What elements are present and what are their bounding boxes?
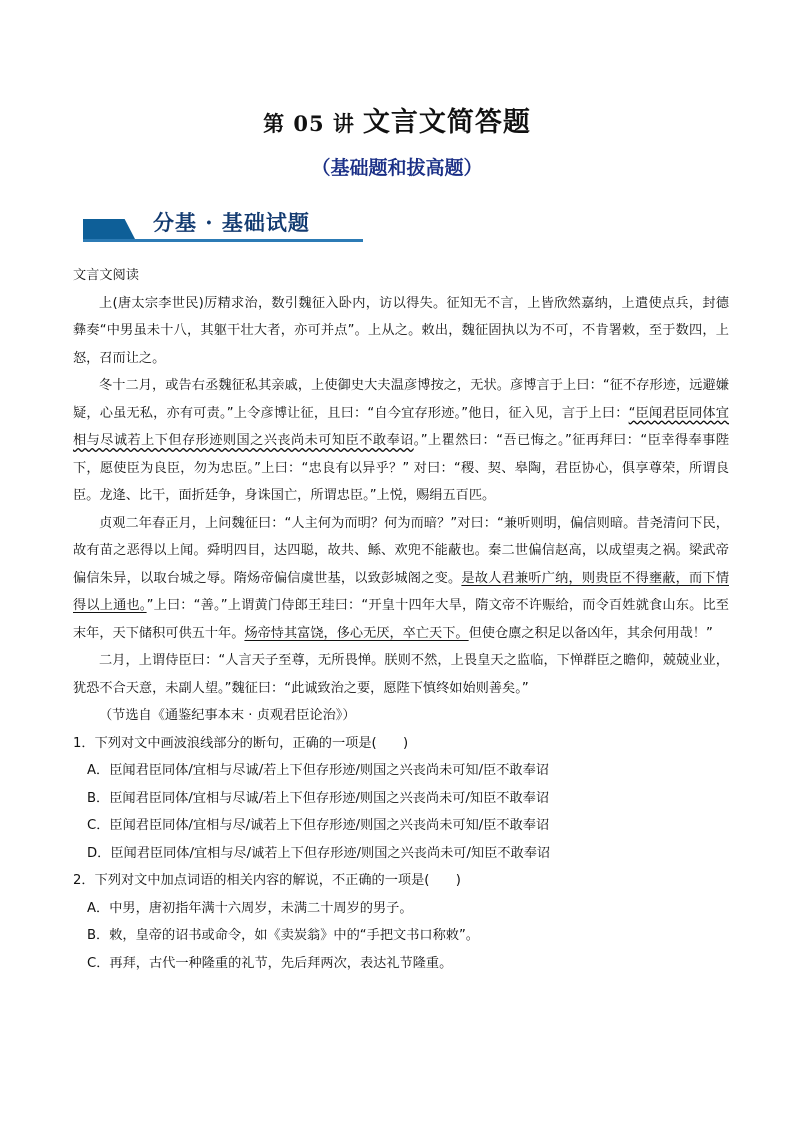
page-subtitle: （基础题和拔高题）: [311, 157, 483, 179]
passage-paragraph-3: [73, 510, 729, 648]
passage-text: 贞观二年春正月，上问魏征曰：“人主何为而明？何为而暗？”对曰：“兼听则明，偏信则暗。昔尧清问下民，故有苗之恶得以上闻。舜明四目，达四聪，故共、鲧、欢兜不能蔽也。秦二世偏信赵高，以成望夷之祸。梁武帝偏信朱异，以取台城之辱。隋炀帝偏信虞世基，以致彭城阁之变。: [73, 515, 729, 586]
question-2-option-b[interactable]: B．敕，皇帝的诏书或命令，如《卖炭翁》中的“手把文书口称敕”。: [87, 928, 479, 943]
reading-label: 文言文阅读: [73, 268, 139, 283]
passage-paragraph-1: 上(唐太宗李世民)厉精求治，数引魏征入卧内，访以得失。征知无不言，上皆欣然嘉纳，上遣使点兵，封德彝奏“中男虽未十八，其躯干壮大者，亦可并点”。上从之。敕出，魏征固执以为不可，不肯署敕，至于数四，上怒，召而让之。: [73, 295, 729, 366]
question-1-option-a[interactable]: A．臣闻君臣同体/宜相与尽诚/若上下但存形迹/则国之兴丧尚未可知/臣不敢奉诏: [87, 763, 549, 778]
passage-source: （节选自《通鉴纪事本末 · 贞观君臣论治》）: [99, 708, 356, 723]
question-1-option-c[interactable]: C．臣闻君臣同体/宜相与尽/诚若上下但存形迹/则国之兴丧尚未可知/臣不敢奉诏: [87, 818, 550, 833]
passage-text: 冬十二月，或告右丞魏征私其亲戚，上使御史大夫温彦博按之，无状。彦博言于上曰：“征不存形迹，远避嫌疑，心虽无私，亦有可责。”上令彦博让征，且曰：“自今宜存形迹。”他日，征入见，言于上曰：: [73, 378, 729, 421]
page-title: [0, 100, 794, 139]
question-2-option-c[interactable]: C．再拜，古代一种隆重的礼节，先后拜两次，表达礼节隆重。: [87, 955, 453, 971]
passage-text: 但使仓廪之积足以备凶年，其余何用哉！”: [468, 625, 713, 641]
lesson-title: 文言文简答题: [362, 107, 531, 138]
passage-paragraph-4: 二月，上谓侍臣曰：“人言天子至尊，无所畏惮。朕则不然，上畏皇天之监临，下惮群臣之瞻仰，兢兢业业，犹恐不合天意，未副人望。”魏征曰：“此诚致治之要，愿陛下慎终如始则善矣。”: [73, 653, 729, 696]
section-banner: [83, 207, 363, 243]
section-title: 分基 · 基础试题: [153, 210, 310, 235]
question-1-stem: 1．下列对文中画波浪线部分的断句，正确的一项是( ): [73, 735, 409, 751]
wavy-underlined-text: “臣闻君臣同体宜相与尽诚若上下但存形迹则国之兴丧尚未可知臣不敢奉诏: [73, 405, 729, 448]
banner-underline: [83, 239, 363, 242]
question-2-stem: 2．下列对文中加点词语的相关内容的解说，不正确的一项是( ): [73, 873, 461, 888]
banner-decoration-icon: [83, 219, 135, 239]
passage-paragraph-2: [73, 372, 729, 510]
main-content: [73, 262, 729, 977]
underlined-text: 是故人君兼听广纳，则贵臣不得壅蔽，而下情得以上通也。: [73, 570, 730, 613]
question-1-option-b[interactable]: B．臣闻君臣同体/宜相与尽诚/若上下但存形迹/则国之兴丧尚未可/知臣不敢奉诏: [87, 790, 550, 806]
underlined-text: 炀帝恃其富饶，侈心无厌，卒亡天下。: [244, 625, 469, 641]
lesson-number: 第 05 讲: [263, 111, 355, 136]
passage-text: ”上曰：“善。”上谓黄门侍郎王珪曰：“开皇十四年大旱，隋文帝不许赈给，而令百姓就食山东。比至末年，天下储积可供五十年。: [73, 598, 729, 641]
question-1-option-d[interactable]: D．臣闻君臣同体/宜相与尽/诚若上下但存形迹/则国之兴丧尚未可/知臣不敢奉诏: [87, 845, 551, 861]
passage-text: 。”上瞿然曰：“吾已悔之。”征再拜曰：“臣幸得奉事陛下，愿使臣为良臣，勿为忠臣。”上曰：“忠良有以异乎？” 对曰：“稷、契、皋陶，君臣协心，俱享尊荣，所谓良臣。龙逄、比干，面折廷争，身诛国亡，所谓忠臣。”上悦，赐绢五百匹。: [73, 433, 729, 503]
question-2-option-a[interactable]: A．中男，唐初指年满十六周岁，未满二十周岁的男子。: [87, 900, 413, 916]
